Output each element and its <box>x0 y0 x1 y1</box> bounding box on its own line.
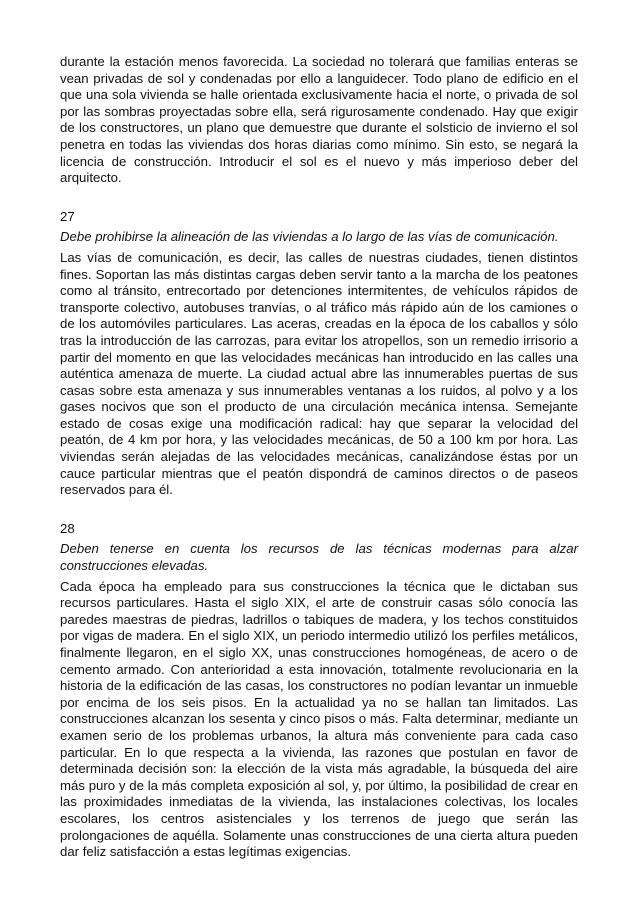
section-spacer <box>60 499 578 521</box>
document-page <box>60 54 578 861</box>
section-spacer <box>60 187 578 209</box>
section-number-28: 28 <box>60 520 75 536</box>
section-heading-27: Debe prohibirse la alineación de las viviendas a lo largo de las vías de comunicación. <box>60 229 559 245</box>
section-number-27: 27 <box>60 208 75 224</box>
section-heading-28: Deben tenerse en cuenta los recursos de las técnicas modernas para alzar construcciones elevadas. <box>60 541 578 574</box>
intro-paragraph: durante la estación menos favorecida. La sociedad no tolerará que familias enteras se vean privadas de sol y condenadas por ello a languidecer. Todo plano de edificio en el que una sola vivienda se halle orientada exclusivamente hacia el norte, o privada de sol por las sombras proyectadas sobre ella, será rigurosamente condenado. Hay que exigir de los constructores, un plano que demuestre que durante el solsticio de invierno el sol penetra en todas las viviendas dos horas diarias como mínimo. Sin esto, se negará la licencia de construcción. Introducir el sol es el nuevo y más imperioso deber del arquitecto. <box>60 54 578 186</box>
section-body-28: Cada época ha empleado para sus construcciones la técnica que le dictaban sus recursos particulares. Hasta el siglo XIX, el arte de construir casas sólo conocía las paredes maestras de piedras, ladrillos o tabiques de madera, y los techos constituidos por vigas de madera. En el siglo XIX, un periodo intermedio utilizó los perfiles metálicos, finalmente llegaron, en el siglo XX, unas construcciones homogéneas, de acero o de cemento armado. Con anterioridad a esta innovación, totalmente revolucionaria en la historia de la edificación de las casas, los constructores no podían levantar un inmueble por encima de los seis pisos. En la actualidad ya no se hallan tan limitados. Las construcciones alcanzan los sesenta y cinco pisos o más. Falta determinar, mediante un examen serio de los problemas urbanos, la altura más conveniente para cada caso particular. En lo que respecta a la vivienda, las razones que postulan en favor de determinada decisión son: la elección de la vista más agradable, la búsqueda del aire más puro y de la más completa exposición al sol, y, por último, la posibilidad de crear en las proximidades inmediatas de la vivienda, las instalaciones colectivas, los locales escolares, los centros asistenciales y los terrenos de juego que serán las prolongaciones de aquélla. Solamente unas construcciones de una cierta altura pueden dar feliz satisfacción a estas legítimas exigencias. <box>60 578 578 860</box>
section-body-27: Las vías de comunicación, es decir, las calles de nuestras ciudades, tienen distintos fines. Soportan las más distintas cargas deben servir tanto a la marcha de los peatones como al tránsito, entrecortado por detenciones intermitentes, de vehículos rápidos de transporte colectivo, autobuses tranvías, o al tráfico más rápido aún de los camiones o de los automóviles particulares. Las aceras, creadas en la época de los caballos y sólo tras la introducción de las carrozas, para evitar los atropellos, son un remedio irrisorio a partir del momento en que las velocidades mecánicas han introducido en las calles una auténtica amenaza de muerte. La ciudad actual abre las innumerables puertas de sus casas sobre esta amenaza y sus innumerables ventanas a los ruidos, al polvo y a los gases nocivos que son el producto de una circulación mecánica intensa. Semejante estado de cosas exige una modificación radical: hay que separar la velocidad del peatón, de 4 km por hora, y las velocidades mecánicas, de 50 a 100 km por hora. Las viviendas serán alejadas de las velocidades mecánicas, canalizándose éstas por un cauce particular mientras que el peatón dispondrá de caminos directos o de paseos reservados para él. <box>60 249 578 498</box>
